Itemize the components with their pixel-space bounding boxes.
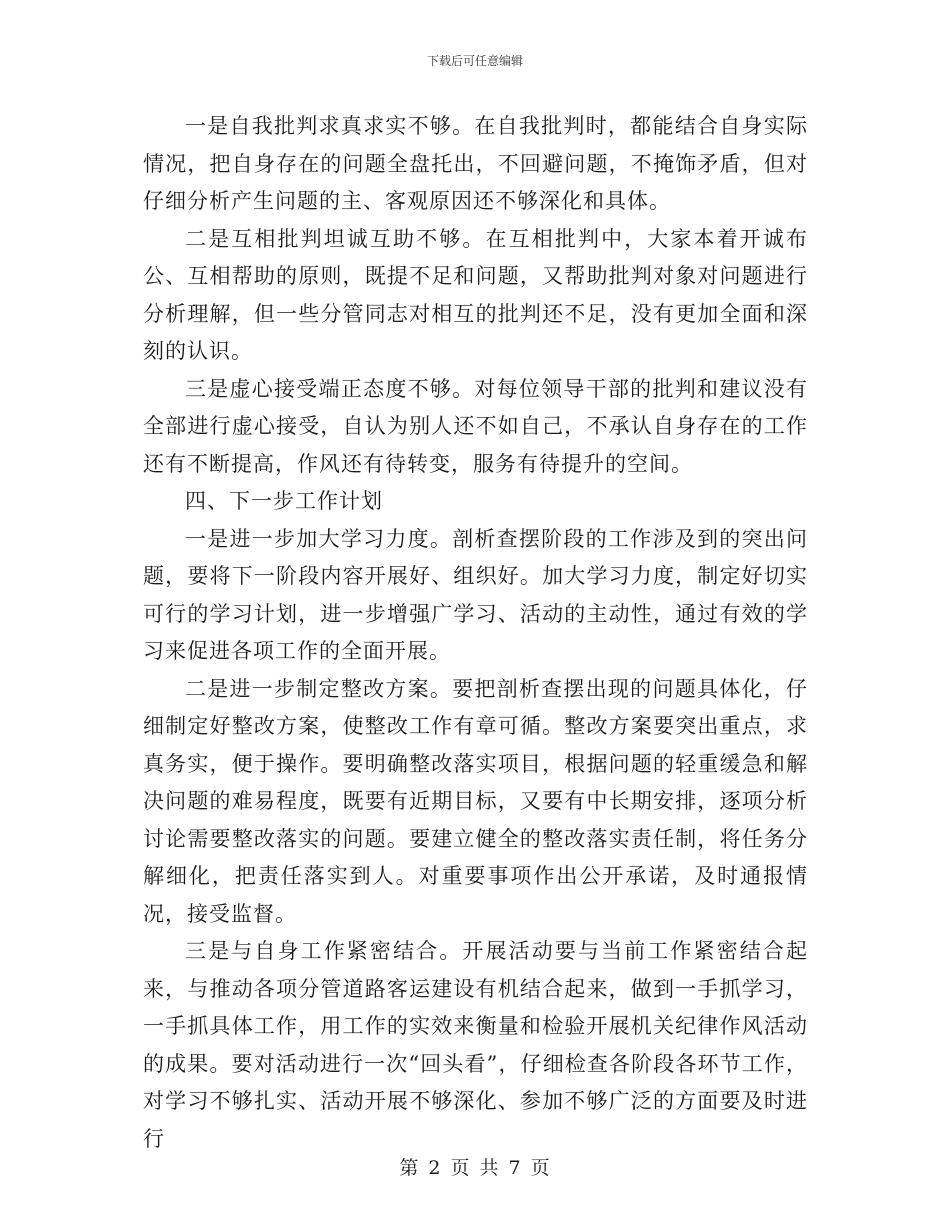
paragraph-work-integration: 三是与自身工作紧密结合。开展活动要与当前工作紧密结合起来，与推动各项分管道路客运建设有机结合起来，做到一手抓学习，一手抓具体工作，用工作的实效来衡量和检验开展机关纪律作风活动的成果。要对活动进行一次“回头看”，仔细检查各阶段各环节工作，对学习不够扎实、活动开展不够深化、参加不够广泛的方面要及时进行 (143, 939, 808, 1151)
section-heading-next-steps: 四、下一步工作计划 (185, 489, 383, 513)
paragraph-self-criticism: 一是自我批判求真求实不够。在自我批判时，都能结合自身实际情况，把自身存在的问题全盘托出，不回避问题，不掩饰矛盾，但对仔细分析产生问题的主、客观原因还不够深化和具体。 (143, 114, 808, 213)
page-number: 第 2 页 共 7 页 (399, 1157, 551, 1179)
paragraph-rectification-plan: 二是进一步制定整改方案。要把剖析查摆出现的问题具体化，仔细制定好整改方案，使整改工作有章可循。整改方案要突出重点，求真务实，便于操作。要明确整改落实项目，根据问题的轻重缓急和解决问题的难易程度，既要有近期目标，又要有中长期安排，逐项分析讨论需要整改落实的问题。要建立健全的整改落实责任制，将任务分解细化，把责任落实到人。对重要事项作出公开承诺，及时通报情况，接受监督。 (143, 676, 808, 926)
document-body (143, 108, 808, 1158)
page-header-note: 下载后可任意编辑 (426, 54, 523, 68)
paragraph-mutual-criticism: 二是互相批判坦诚互助不够。在互相批判中，大家本着开诚布公、互相帮助的原则，既提不足和问题，又帮助批判对象对问题进行分析理解，但一些分管同志对相互的批判还不足，没有更加全面和深刻的认识。 (143, 226, 808, 363)
paragraph-humble-acceptance: 三是虚心接受端正态度不够。对每位领导干部的批判和建议没有全部进行虚心接受，自认为别人还不如自己，不承认自身存在的工作还有不断提高，作风还有待转变，服务有待提升的空间。 (143, 376, 808, 476)
paragraph-study-effort: 一是进一步加大学习力度。剖析查摆阶段的工作涉及到的突出问题，要将下一阶段内容开展好、组织好。加大学习力度，制定好切实可行的学习计划，进一步增强广学习、活动的主动性，通过有效的学习来促进各项工作的全面开展。 (143, 526, 808, 663)
